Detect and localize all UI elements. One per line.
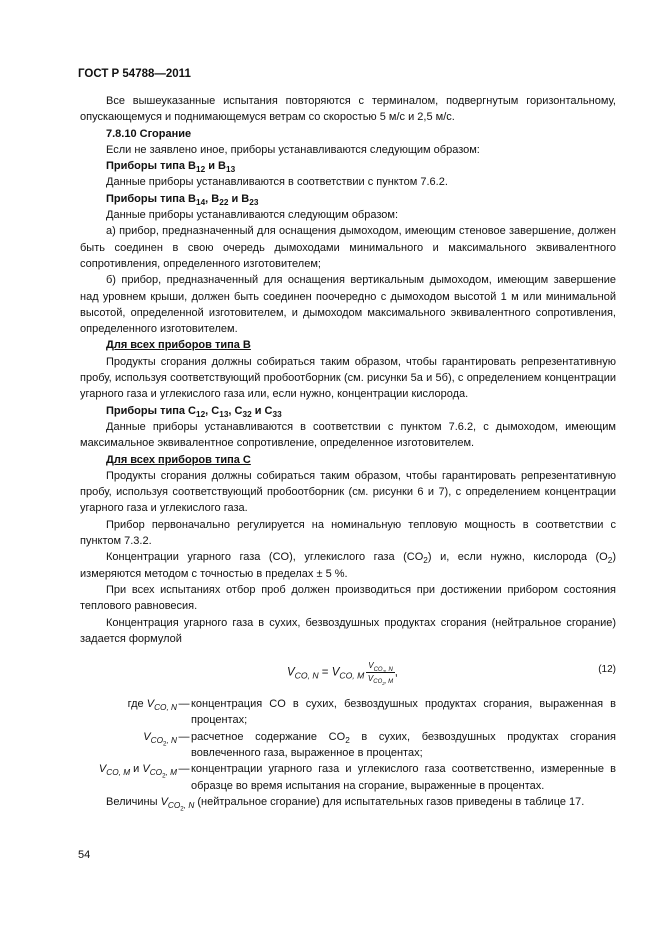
list-item-b: б) прибор, предназначенный для оснащения вертикальным дымоходом, имеющим завершение над уровнем крыши, должен быть соединен поочередно с дымоходом высотой 1 м или минимальной высотой, определенной изготовителем, и дымоходом максимального эквивалентного сопротивления, определенного изготовителем. (80, 274, 616, 336)
intro-paragraph: Все вышеуказанные испытания повторяются с терминалом, подвергнутым горизонтальному, опускающемуся и поднимающемуся ветрам со скоростью 5 м/с и 2,5 м/с. (80, 95, 616, 124)
concentration-paragraph: Концентрации угарного газа (CO), углекислого газа $(CO_2)$ и, если нужно, кислорода $(O_2)$ измеряются методом с точностью в пределах ± 5 %. (80, 551, 617, 580)
b12-heading: Приборы типа $B_{12}$ и $B_{13}$ (106, 160, 236, 175)
standard-header: ГОСТ Р 54788—2011 (78, 68, 191, 80)
b12-paragraph: Данные приборы устанавливаются в соответствии с пунктом 7.6.2. (106, 176, 448, 189)
formula-fraction: $\frac{V_{CO_2, N}}{V_{CO_2, M}}$ (367, 661, 394, 687)
if-not-stated-paragraph: Если не заявлено иное, приборы устанавливаются следующим образом: (106, 143, 480, 156)
page-number: 54 (78, 849, 91, 861)
formula-number: (12) (598, 664, 616, 676)
all-b-paragraph: Продукты сгорания должны собираться таким образом, чтобы гарантировать репрезентативную пробу, используя соответствующий пробоотборник (см. рисунки 5а и 5б), с определением концентрации угарного газа и углекислого газа или, если нужно, концентрации кислорода. (80, 355, 616, 401)
c-paragraph: Данные приборы устанавливаются в соответствии с пунктом 7.6.2, с дымоходом, имеющим максимальное эквивалентное сопротивление, определенное изготовителем. (80, 420, 616, 450)
formula-expression: $V_{CO, N} = V_{CO, M}$ $\frac{V_{CO_2, N}}{V_{CO_2, M}}$ , (287, 661, 398, 687)
legend-row: $V_{CO, M}$ и $V_{CO_2, M}$ — концентрации угарного газа и углекислого газа соответственно, измеренные в образце во время испытания на сгорание, выраженные в процентах. (98, 763, 616, 792)
b14-paragraph: Данные приборы устанавливаются следующим образом: (106, 209, 399, 222)
legend-row: где $V_{CO, N}$ — концентрация CO в сухих, безвоздушных продуктах сгорания, выраженная в процентах; (127, 698, 616, 727)
all-c-paragraph: Продукты сгорания должны собираться таким образом, чтобы гарантировать репрезентативную пробу, используя соответствующий пробоотборник (см. рисунки 6 и 7), с определением концентрации угарного газа и углекислого газа. (80, 469, 616, 515)
legend-row: $V_{CO_2, N}$ — расчетное содержание $CO_2$ в сухих, безвоздушных продуктах сгорания вовлеченного газа, выраженное в процентах; (143, 730, 616, 759)
all-tests-paragraph: При всех испытаниях отбор проб должен производиться при достижении прибором состояния теплового равновесия. (80, 583, 616, 613)
document-body (80, 93, 617, 813)
c-heading: Приборы типа $C_{12}$, $C_{13}$, $C_{32}$ и $C_{33}$ (106, 404, 282, 419)
list-item-a: а) прибор, предназначенный для оснащения дымоходом, имеющим стеновое завершение, должен быть соединен в свою очередь дымоходами минимального и максимального эквивалентного сопротивления, определенного изготовителем; (80, 225, 616, 270)
closing-paragraph: Величины $V_{CO_2, N}$ (нейтральное сгорание) для испытательных газов приведены в таблице 17. (106, 795, 585, 813)
formula-legend (80, 696, 616, 794)
all-c-heading: Для всех приборов типа C (106, 453, 251, 466)
b14-heading: Приборы типа $B_{14}$, $B_{22}$ и $B_{23}$ (106, 192, 259, 207)
formula-12 (80, 650, 616, 690)
initial-adjust-paragraph: Прибор первоначально регулируется на номинальную тепловую мощность в соответствии с пунктом 7.3.2. (80, 518, 616, 548)
formula-intro-paragraph: Концентрация угарного газа в сухих, безвоздушных продуктах сгорания (нейтральное сгорание) задается формулой (80, 616, 616, 645)
all-b-heading: Для всех приборов типа B (106, 339, 251, 352)
section-title: 7.8.10 Сгорание (106, 127, 192, 140)
